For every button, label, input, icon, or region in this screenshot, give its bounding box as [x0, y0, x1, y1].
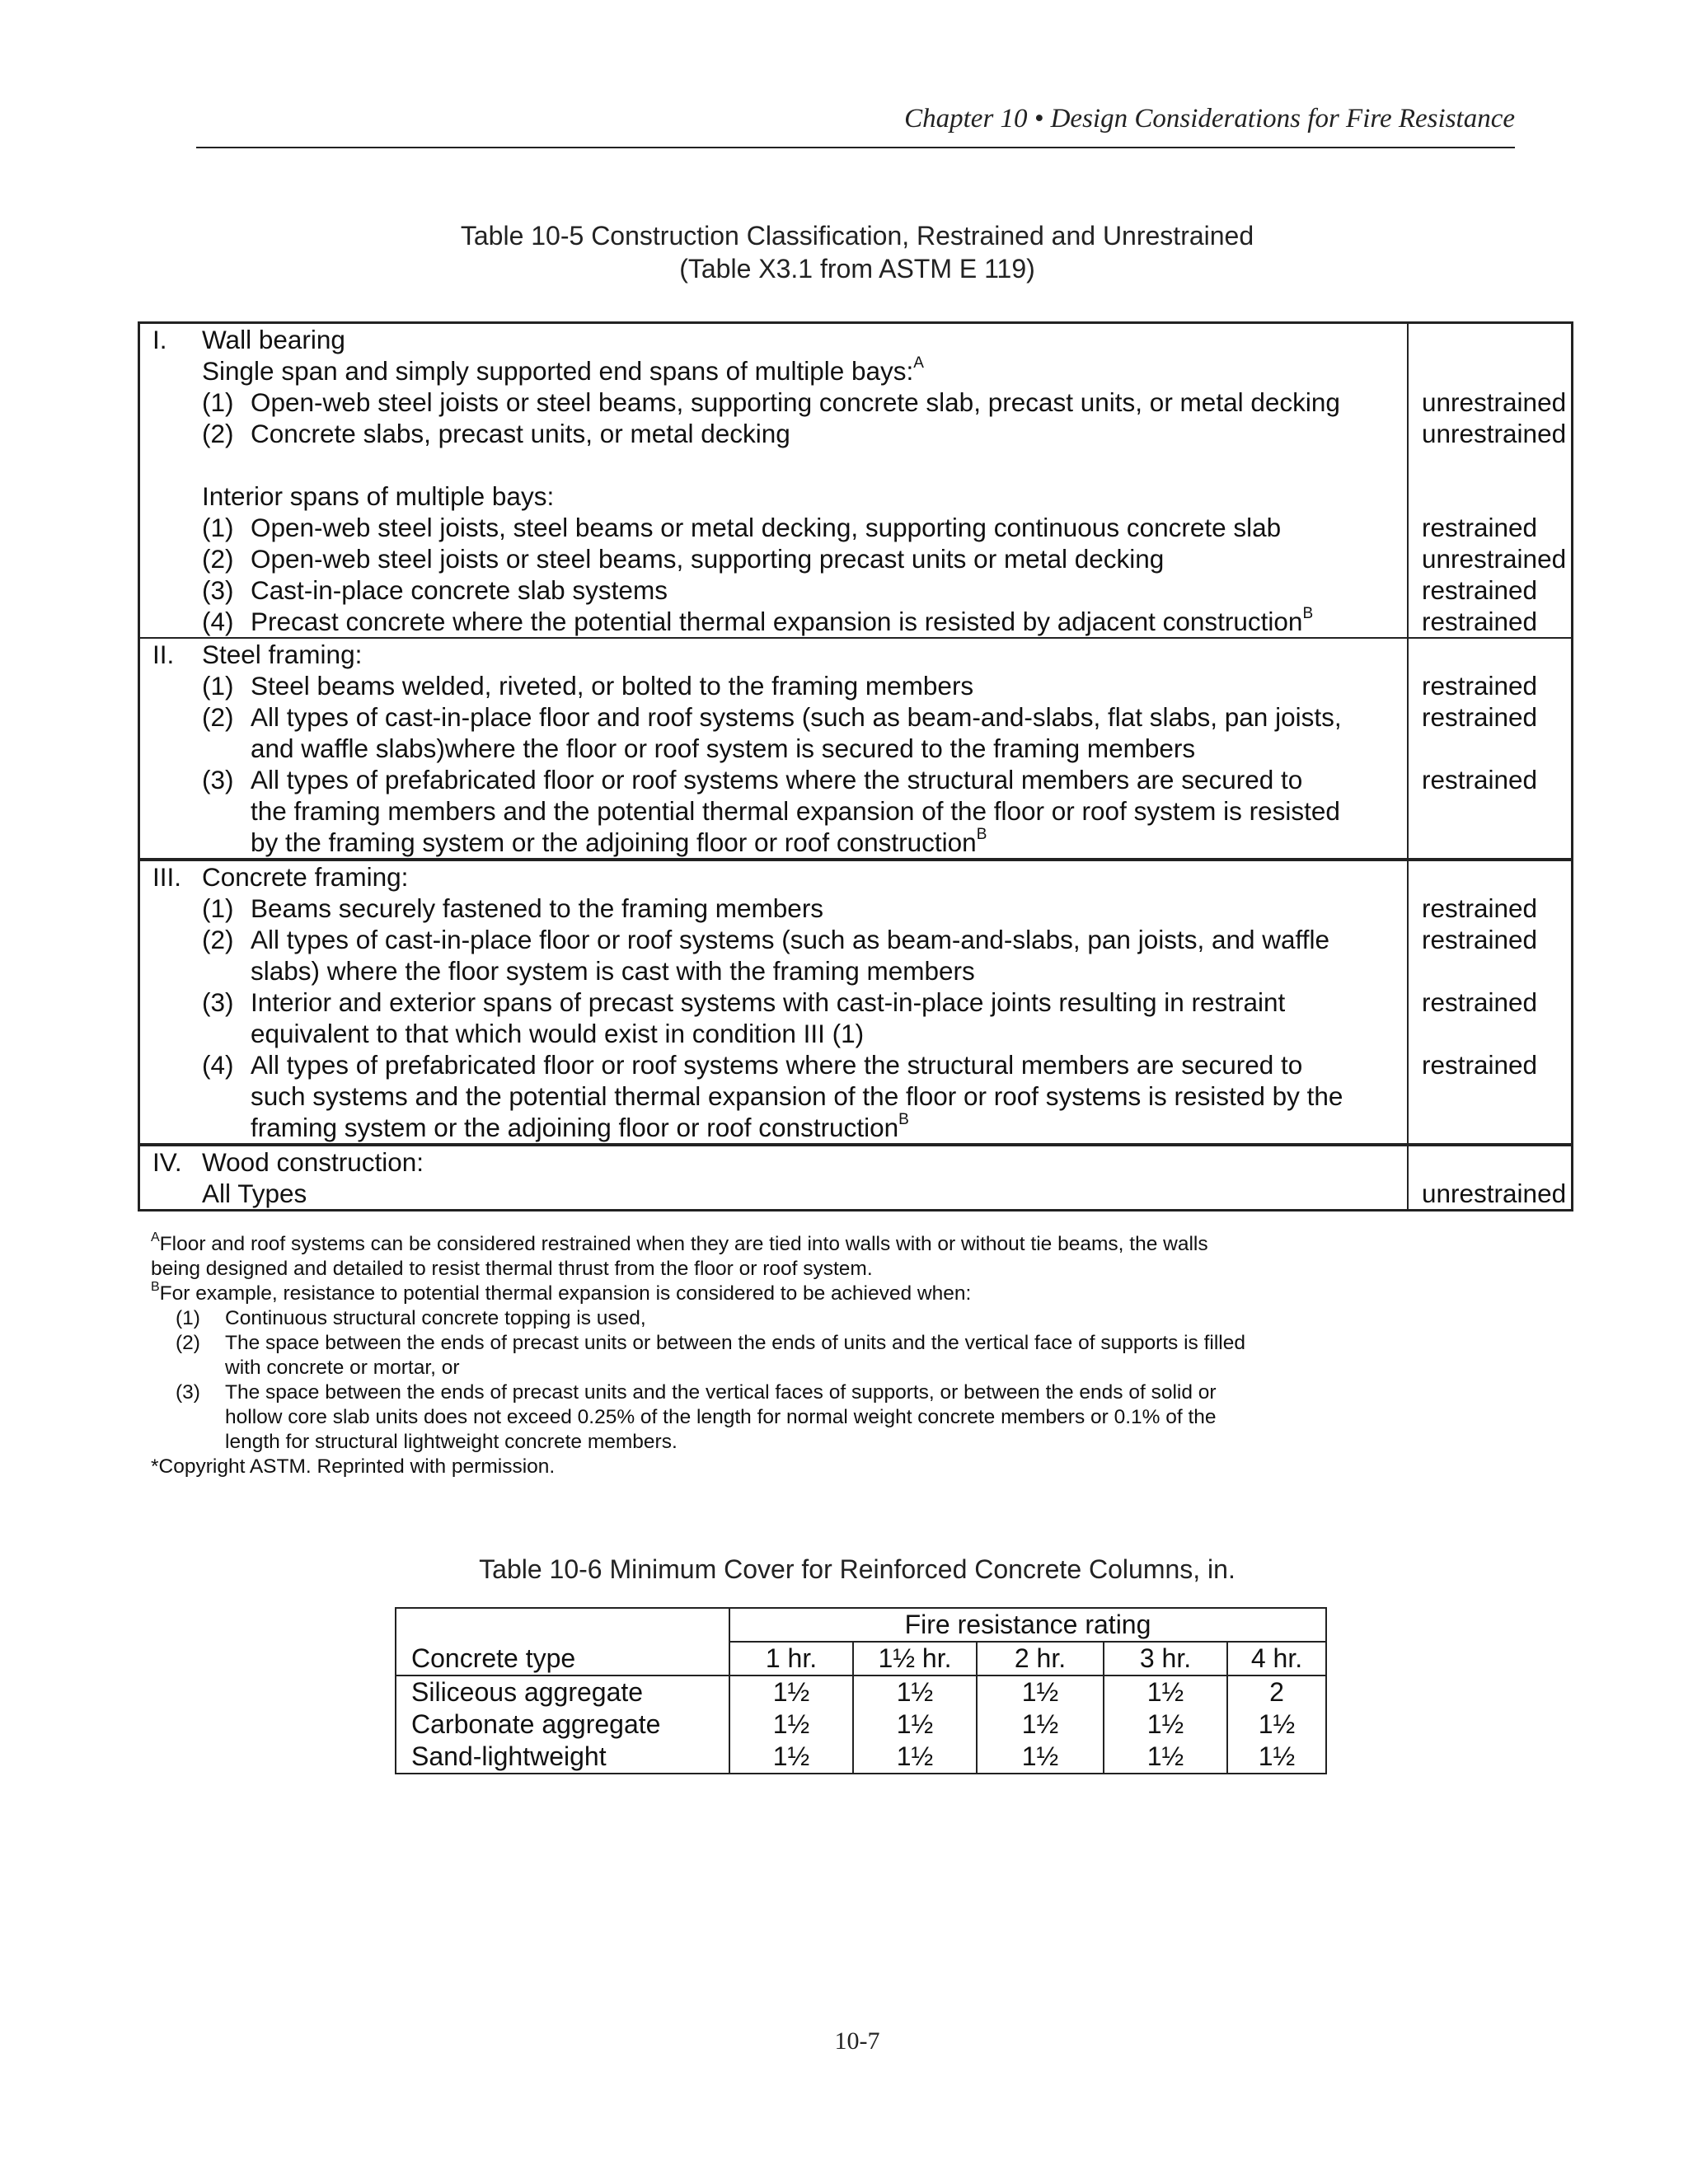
table6-row [396, 1675, 1326, 1708]
item-text [251, 893, 823, 924]
item-text-content: and waffle slabs)where the floor or roof system is secured to the framing members [251, 733, 1196, 763]
table5-title-line1: Table 10-5 Construction Classification, Restrained and Unrestrained [460, 221, 1254, 251]
section-heading-row [140, 639, 1571, 670]
classification-value: restrained [1422, 513, 1538, 542]
table6-cell: 1½ [1104, 1708, 1227, 1741]
section-heading-row [140, 324, 1571, 355]
item-number: (1) [202, 893, 234, 923]
table5-title [0, 219, 1688, 285]
table5-row [140, 418, 1571, 449]
item-text-content: All types of prefabricated floor or roof systems where the structural members are secured to [251, 765, 1303, 794]
item-number: (2) [202, 925, 234, 954]
spacer [140, 449, 1571, 480]
footnote-marker: A [151, 1230, 160, 1244]
item-number: (2) [202, 702, 234, 732]
table6-cell: 1½ [853, 1675, 977, 1708]
table5-row [140, 733, 1571, 764]
table6-cell: 1½ [977, 1708, 1104, 1741]
classification-value: restrained [1422, 987, 1538, 1017]
item-text-content: the framing members and the potential thermal expansion of the floor or roof system is resisted [251, 796, 1340, 826]
table5-row [140, 1178, 1571, 1209]
table5-footnotes [151, 1232, 1387, 1479]
table6-cell: 1½ [1227, 1741, 1326, 1774]
table5-row [140, 827, 1571, 858]
classification-value: unrestrained [1422, 544, 1567, 574]
table6-col-header: 4 hr. [1227, 1642, 1326, 1675]
item-text-content: All types of cast-in-place floor and roof systems (such as beam-and-slabs, flat slabs, pan joists, [251, 702, 1342, 732]
classification-value: restrained [1422, 607, 1538, 636]
footnote-ref: B [1302, 604, 1314, 622]
item-text-continued [251, 1018, 864, 1049]
item-text [251, 924, 1329, 955]
item-number: (3) [202, 987, 234, 1017]
table5-title-line2: (Table X3.1 from ASTM E 119) [679, 254, 1035, 284]
table6-group-header: Fire resistance rating [729, 1608, 1326, 1642]
item-text-continued [251, 827, 987, 858]
footnote-item-text: length for structural lightweight concrete members. [225, 1431, 678, 1453]
footnote-b-line [151, 1279, 1387, 1306]
table6-row [396, 1708, 1326, 1741]
table5-row [140, 701, 1571, 733]
table6-cell: 1½ [729, 1675, 853, 1708]
table6-col-header: 3 hr. [1104, 1642, 1227, 1675]
table6-corner [396, 1608, 729, 1642]
item-text-continued [251, 733, 1195, 764]
copyright-note: *Copyright ASTM. Reprinted with permission. [151, 1455, 556, 1478]
footnote-item-text: Continuous structural concrete topping is used, [225, 1307, 646, 1329]
item-text [251, 387, 1340, 418]
section-heading: Concrete framing: [202, 862, 409, 892]
footnote-ref: A [913, 354, 924, 372]
item-text-content: equivalent to that which would exist in condition III (1) [251, 1019, 865, 1048]
page-number: 10-7 [834, 2027, 880, 2055]
table5-row [140, 764, 1571, 795]
classification-value: restrained [1422, 765, 1538, 794]
classification-value: restrained [1422, 671, 1538, 701]
table6-col-header: 1 hr. [729, 1642, 853, 1675]
table5-section [140, 858, 1571, 1143]
footnote-ref: B [976, 825, 987, 843]
item-text-continued [251, 1080, 1343, 1112]
footnote-item-line [151, 1356, 1387, 1380]
table5-row [140, 1049, 1571, 1080]
table5-row [140, 1080, 1571, 1112]
item-text-content: Beams securely fastened to the framing members [251, 893, 824, 923]
classification-value: restrained [1422, 702, 1538, 732]
table5-row [140, 955, 1571, 987]
footnote-item-number: (3) [176, 1381, 200, 1404]
table5-row [140, 543, 1571, 574]
footnote-item-number: (2) [176, 1332, 200, 1354]
table6-cell: 1½ [1104, 1675, 1227, 1708]
footnote-marker: B [151, 1279, 160, 1294]
footnote-a-line [151, 1232, 1387, 1257]
table6-cell: 2 [1227, 1675, 1326, 1708]
running-header [196, 99, 1515, 148]
footnote-item-text: hollow core slab units does not exceed 0.25% of the length for normal weight concrete members or 0.1% of the [225, 1406, 1217, 1428]
subheading [202, 480, 554, 512]
footnote-text: Floor and roof systems can be considered restrained when they are tied into walls with or without tie beams, the walls [159, 1233, 1208, 1255]
table6-col-header: 2 hr. [977, 1642, 1104, 1675]
footnote-ref: B [898, 1110, 909, 1128]
footnote-item-text: The space between the ends of precast units and the vertical faces of supports, or between the ends of solid or [225, 1381, 1217, 1404]
item-text [251, 701, 1342, 733]
footnote-item-line [151, 1331, 1387, 1356]
item-text-content: framing system or the adjoining floor or roof construction [251, 1113, 899, 1142]
section-heading-row [140, 861, 1571, 893]
table5-section [140, 637, 1571, 858]
table5-row [140, 1018, 1571, 1049]
section-heading: Wood construction: [202, 1147, 424, 1177]
classification-value: unrestrained [1422, 387, 1567, 417]
item-number: (3) [202, 765, 234, 794]
footnote-item-text: with concrete or mortar, or [225, 1357, 460, 1379]
table6-cell: 1½ [977, 1675, 1104, 1708]
item-text [251, 670, 973, 701]
table5-row [140, 893, 1571, 924]
footnote-item-line [151, 1306, 1387, 1331]
classification-value: unrestrained [1422, 1179, 1567, 1208]
footnote-text: For example, resistance to potential thermal expansion is considered to be achieved when: [159, 1282, 972, 1305]
item-number: (4) [202, 607, 234, 636]
table5-row [140, 606, 1571, 637]
table5-section [140, 324, 1571, 637]
table6-row [396, 1741, 1326, 1774]
table5-row [140, 924, 1571, 955]
subheading-text: Single span and simply supported end spans of multiple bays: [202, 356, 914, 386]
item-number: (2) [202, 544, 234, 574]
item-text [251, 606, 1313, 637]
item-number: (2) [202, 419, 234, 448]
table6-concrete-type: Sand-lightweight [396, 1741, 729, 1774]
item-text-content: Open-web steel joists or steel beams, supporting concrete slab, precast units, or metal decking [251, 387, 1340, 417]
classification-value: unrestrained [1422, 419, 1567, 448]
item-text-content: Concrete slabs, precast units, or metal decking [251, 419, 790, 448]
running-title: Chapter 10 • Design Considerations for Fire Resistance [904, 104, 1515, 134]
item-text-continued [251, 955, 975, 987]
table5-row [140, 1112, 1571, 1143]
table5-section [140, 1143, 1571, 1209]
item-text-content: Open-web steel joists or steel beams, supporting precast units or metal decking [251, 544, 1165, 574]
table6-concrete-type: Carbonate aggregate [396, 1708, 729, 1741]
table6-cell: 1½ [853, 1741, 977, 1774]
footnote-text: being designed and detailed to resist thermal thrust from the floor or roof system. [151, 1258, 873, 1280]
table6-col-header-type: Concrete type [396, 1642, 729, 1675]
table6-cell: 1½ [977, 1741, 1104, 1774]
table5-row [140, 512, 1571, 543]
classification-value: restrained [1422, 925, 1538, 954]
table5-row [140, 795, 1571, 827]
classification-value: restrained [1422, 1050, 1538, 1080]
section-heading-row [140, 1146, 1571, 1178]
section-number: III. [152, 862, 182, 892]
item-text [251, 543, 1164, 574]
table5-row [140, 355, 1571, 387]
minimum-cover-table [395, 1607, 1327, 1774]
item-text [251, 418, 790, 449]
item-text-content: Interior and exterior spans of precast systems with cast-in-place joints resulting in restraint [251, 987, 1286, 1017]
section-number: I. [152, 325, 167, 354]
item-text-content: Precast concrete where the potential thermal expansion is resisted by adjacent construction [251, 607, 1303, 636]
section-heading: Steel framing: [202, 640, 363, 669]
item-number: (1) [202, 513, 234, 542]
item-number: (3) [202, 575, 234, 605]
footnote-item-line [151, 1430, 1387, 1455]
item-text-content: Cast-in-place concrete slab systems [251, 575, 668, 605]
footnote-item-line [151, 1380, 1387, 1405]
section-number: IV. [152, 1147, 182, 1177]
item-number: (1) [202, 671, 234, 701]
classification-value: restrained [1422, 893, 1538, 923]
table5-row [140, 387, 1571, 418]
table6-cell: 1½ [729, 1741, 853, 1774]
table5-row [140, 987, 1571, 1018]
table6-cell: 1½ [853, 1708, 977, 1741]
subheading [202, 355, 924, 387]
table6-col-header: 1½ hr. [853, 1642, 977, 1675]
item-text [251, 764, 1302, 795]
item-text-content: by the framing system or the adjoining floor or roof construction [251, 827, 977, 857]
subheading [202, 1178, 307, 1209]
table6-cell: 1½ [729, 1708, 853, 1741]
construction-classification-table [138, 321, 1573, 1212]
table6-cell: 1½ [1227, 1708, 1326, 1741]
item-text [251, 512, 1281, 543]
item-text-content: All types of cast-in-place floor or roof systems (such as beam-and-slabs, pan joists, and waffle [251, 925, 1330, 954]
item-text [251, 987, 1285, 1018]
item-text [251, 574, 668, 606]
item-text-content: such systems and the potential thermal expansion of the floor or roof systems is resisted by the [251, 1081, 1343, 1111]
table5-row [140, 480, 1571, 512]
item-text-continued [251, 1112, 909, 1143]
table5-row [140, 670, 1571, 701]
item-text-content: Open-web steel joists, steel beams or metal decking, supporting continuous concrete slab [251, 513, 1282, 542]
item-text-content: slabs) where the floor system is cast with the framing members [251, 956, 975, 986]
item-text-content: All types of prefabricated floor or roof systems where the structural members are secured to [251, 1050, 1303, 1080]
subheading-text: Interior spans of multiple bays: [202, 481, 555, 511]
table6-title: Table 10-6 Minimum Cover for Reinforced Concrete Columns, in. [479, 1554, 1236, 1584]
item-number: (1) [202, 387, 234, 417]
item-text-content: Steel beams welded, riveted, or bolted to the framing members [251, 671, 974, 701]
item-number: (4) [202, 1050, 234, 1080]
section-number: II. [152, 640, 175, 669]
section-heading: Wall bearing [202, 325, 345, 354]
table6-cell: 1½ [1104, 1741, 1227, 1774]
footnote-item-text: The space between the ends of precast units or between the ends of units and the vertical face of supports is filled [225, 1332, 1245, 1354]
footnote-item-number: (1) [176, 1307, 200, 1329]
subheading-text: All Types [202, 1179, 307, 1208]
classification-value: restrained [1422, 575, 1538, 605]
footnote-item-line [151, 1405, 1387, 1430]
item-text [251, 1049, 1302, 1080]
table5-row [140, 574, 1571, 606]
table6-concrete-type: Siliceous aggregate [396, 1675, 729, 1708]
item-text-continued [251, 795, 1340, 827]
